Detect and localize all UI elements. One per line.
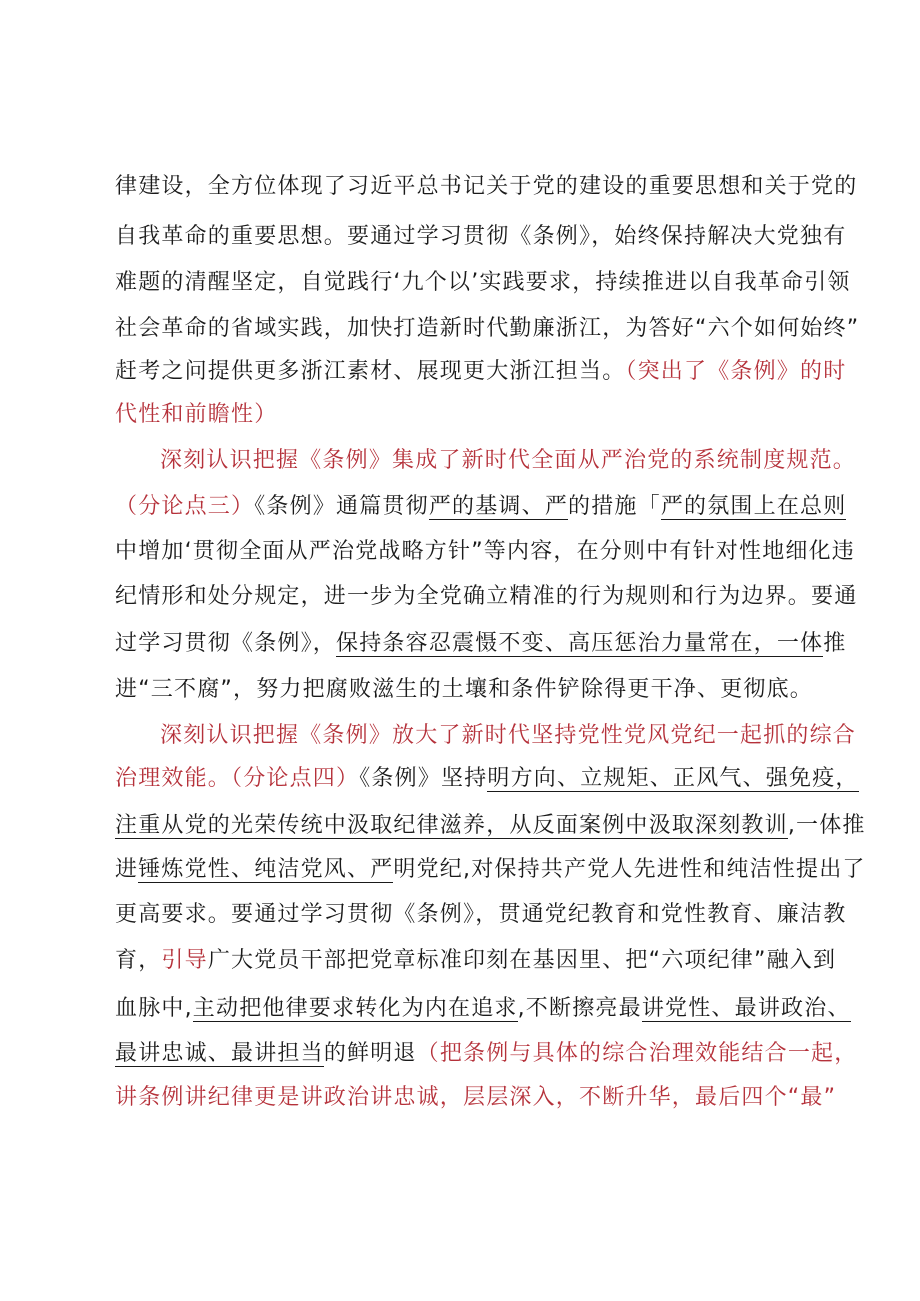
- paragraph3-underline-5: 讲党性、最讲政治、: [641, 996, 851, 1021]
- paragraph1-line5: [115, 357, 846, 387]
- paragraph2-underline-1: 严的基调、严: [428, 494, 569, 519]
- paragraph2-line5-text-a: 过学习贯彻《条例》，: [115, 631, 337, 656]
- paragraph3-line3-text-b: ,一体推: [787, 813, 866, 838]
- paragraph3-line7: [115, 994, 851, 1024]
- paragraph2-line5: [115, 629, 846, 659]
- paragraph2-line4: 纪情形和处分规定，进一步为全党确立精准的行为规则和行为边界。要通: [115, 584, 858, 609]
- paragraph3-line3: [115, 811, 866, 841]
- paragraph3-line7-text-a: 血脉中,: [115, 996, 193, 1021]
- paragraph3-line4-text-b: 明党纪,对保持共产党人先进性和纯洁性提出了: [393, 857, 866, 882]
- paragraph2-line2-text-b: 的措施「: [568, 494, 661, 519]
- paragraph3-underline-4: 主动把他律要求转化为内在追求: [192, 996, 518, 1021]
- paragraph3-underline-3: 锤炼党性、纯洁党风、严: [138, 857, 394, 882]
- paragraph3-line8: [115, 1039, 857, 1069]
- paragraph1-annotation: （突出了《条例》的时: [625, 359, 847, 384]
- paragraph3-annotation-cont: 讲条例讲纪律更是讲政治讲忠诚，层层深入，不断升华，最后四个“最”: [115, 1085, 837, 1110]
- paragraph3-line6-text-b: 广大党员干部把党章标准印刻在基因里、把“六项纪律”融入到: [207, 948, 837, 973]
- paragraph1-line2: 自我革命的重要思想。要通过学习贯彻《条例》，始终保持解决大党独有: [115, 224, 847, 249]
- paragraph1-annotation-cont: 代性和前瞻性）: [115, 402, 278, 427]
- paragraph1-line4: 社会革命的省域实践，加快打造新时代勤廉浙江，为答好“六个如何始终”: [115, 316, 860, 341]
- paragraph3-line8-text-b: 的鲜明退: [323, 1041, 417, 1066]
- paragraph3-line6-text-a: 育，: [115, 948, 162, 973]
- paragraph3-line6: [115, 946, 836, 976]
- paragraph3-line4-text-a: 进: [115, 857, 139, 882]
- paragraph2-line6: 进“三不腐”，努力把腐败滋生的土壤和条件铲除得更干净、更彻底。: [115, 677, 813, 702]
- paragraph3-annotation: （把条例与具体的综合治理效能结合一起，: [416, 1041, 858, 1066]
- paragraph3-underline-6: 最讲忠诚、最讲担当: [115, 1041, 324, 1066]
- paragraph1-line5-text: 赶考之问提供更多浙江素材、展现更大浙江担当。: [115, 359, 626, 384]
- paragraph2-line2-text-a: 《条例》通篇贯彻: [254, 494, 429, 519]
- paragraph3-heading: 深刻认识把握《条例》放大了新时代坚持党性党风党纪一起抓的综合: [160, 723, 857, 748]
- paragraph2-line5-text-b: 推: [823, 631, 847, 656]
- paragraph2-underline-2: 严的氛围上在总则: [660, 494, 847, 519]
- paragraph1-line1: 律建设，全方位体现了习近平总书记关于党的建设的重要思想和关于党的: [115, 174, 858, 199]
- sub-point-three-label: （分论点三）: [115, 494, 255, 519]
- paragraph3-line2: [115, 764, 859, 794]
- paragraph2-line3: 中增加‘贯彻全面从严治党战略方针”等内容，在分则中有针对性地细化违: [115, 539, 855, 564]
- paragraph2-line2: [115, 492, 846, 522]
- paragraph3-line2-text-a: 《条例》坚持: [359, 766, 488, 791]
- paragraph1-line3: 难题的清醒坚定，自觉践行‘九个以’实践要求，持续推进以自我革命引领: [115, 270, 851, 295]
- paragraph3-highlight: 引导: [161, 948, 208, 973]
- paragraph3-underline-1: 明方向、立规矩、正风气、强免疫，: [487, 766, 859, 791]
- paragraph3-line5: 更高要求。要通过学习贯彻《条例》，贯通党纪教育和党性教育、廉洁教: [115, 902, 847, 927]
- paragraph2-underline-3: 保持条容忍震慑不变、高压惩治力量常在，一体: [336, 631, 824, 656]
- paragraph3-underline-2: 注重从党的光荣传统中汲取纪律滋养，从反面案例中汲取深刻教训: [115, 813, 788, 838]
- sub-point-four-label: 治理效能。（分论点四）: [115, 766, 360, 791]
- paragraph3-line4: [115, 855, 866, 885]
- paragraph3-line7-text-b: ,不断擦亮最: [517, 996, 642, 1021]
- paragraph2-heading: 深刻认识把握《条例》集成了新时代全面从严治党的系统制度规范。: [160, 448, 857, 473]
